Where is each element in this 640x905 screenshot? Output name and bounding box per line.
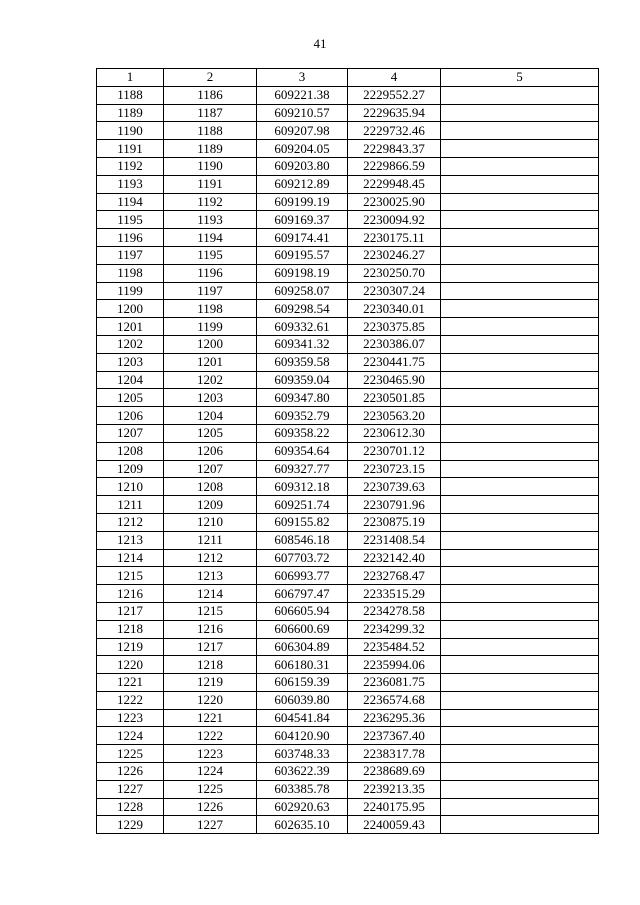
table-row xyxy=(97,246,599,264)
cell-note xyxy=(441,496,599,514)
cell-note xyxy=(441,478,599,496)
cell-coordinate-y: 2232768.47 xyxy=(348,567,441,585)
cell-point-number: 1193 xyxy=(97,175,164,193)
cell-note xyxy=(441,424,599,442)
cell-previous-point: 1188 xyxy=(164,122,257,140)
column-header-3: 3 xyxy=(257,69,348,87)
cell-previous-point: 1218 xyxy=(164,656,257,674)
table-row xyxy=(97,816,599,834)
cell-previous-point: 1199 xyxy=(164,318,257,336)
cell-coordinate-y: 2230094.92 xyxy=(348,211,441,229)
table-row xyxy=(97,691,599,709)
cell-point-number: 1192 xyxy=(97,157,164,175)
table-row xyxy=(97,478,599,496)
cell-coordinate-y: 2240175.95 xyxy=(348,798,441,816)
cell-coordinate-y: 2233515.29 xyxy=(348,585,441,603)
cell-coordinate-y: 2230441.75 xyxy=(348,353,441,371)
cell-coordinate-x: 609210.57 xyxy=(257,104,348,122)
cell-previous-point: 1225 xyxy=(164,780,257,798)
cell-note xyxy=(441,407,599,425)
cell-previous-point: 1221 xyxy=(164,709,257,727)
cell-coordinate-x: 609212.89 xyxy=(257,175,348,193)
cell-previous-point: 1211 xyxy=(164,531,257,549)
cell-previous-point: 1202 xyxy=(164,371,257,389)
table-row xyxy=(97,460,599,478)
cell-coordinate-y: 2231408.54 xyxy=(348,531,441,549)
cell-coordinate-y: 2230875.19 xyxy=(348,513,441,531)
cell-note xyxy=(441,318,599,336)
cell-coordinate-x: 606605.94 xyxy=(257,602,348,620)
cell-note xyxy=(441,691,599,709)
cell-coordinate-y: 2230739.63 xyxy=(348,478,441,496)
cell-coordinate-x: 609203.80 xyxy=(257,157,348,175)
cell-note xyxy=(441,442,599,460)
cell-previous-point: 1193 xyxy=(164,211,257,229)
cell-point-number: 1222 xyxy=(97,691,164,709)
cell-note xyxy=(441,727,599,745)
table-row xyxy=(97,264,599,282)
cell-point-number: 1198 xyxy=(97,264,164,282)
cell-coordinate-x: 609207.98 xyxy=(257,122,348,140)
cell-previous-point: 1189 xyxy=(164,140,257,158)
cell-coordinate-x: 603622.39 xyxy=(257,763,348,781)
cell-coordinate-y: 2229866.59 xyxy=(348,157,441,175)
table-header-row xyxy=(97,69,599,87)
cell-point-number: 1188 xyxy=(97,86,164,104)
cell-coordinate-y: 2230465.90 xyxy=(348,371,441,389)
cell-coordinate-x: 609174.41 xyxy=(257,229,348,247)
cell-point-number: 1229 xyxy=(97,816,164,834)
cell-point-number: 1203 xyxy=(97,353,164,371)
cell-coordinate-y: 2236574.68 xyxy=(348,691,441,709)
cell-note xyxy=(441,246,599,264)
cell-coordinate-x: 609347.80 xyxy=(257,389,348,407)
cell-point-number: 1209 xyxy=(97,460,164,478)
cell-previous-point: 1223 xyxy=(164,745,257,763)
cell-coordinate-y: 2230375.85 xyxy=(348,318,441,336)
cell-coordinate-x: 609221.38 xyxy=(257,86,348,104)
cell-coordinate-y: 2236081.75 xyxy=(348,674,441,692)
cell-point-number: 1213 xyxy=(97,531,164,549)
cell-point-number: 1200 xyxy=(97,300,164,318)
cell-note xyxy=(441,193,599,211)
cell-point-number: 1201 xyxy=(97,318,164,336)
cell-previous-point: 1226 xyxy=(164,798,257,816)
cell-note xyxy=(441,513,599,531)
table-row xyxy=(97,389,599,407)
cell-note xyxy=(441,585,599,603)
cell-coordinate-x: 609341.32 xyxy=(257,335,348,353)
cell-note xyxy=(441,211,599,229)
cell-point-number: 1194 xyxy=(97,193,164,211)
cell-coordinate-x: 603385.78 xyxy=(257,780,348,798)
cell-point-number: 1224 xyxy=(97,727,164,745)
cell-coordinate-y: 2229732.46 xyxy=(348,122,441,140)
cell-previous-point: 1217 xyxy=(164,638,257,656)
cell-point-number: 1202 xyxy=(97,335,164,353)
cell-note xyxy=(441,816,599,834)
cell-coordinate-x: 609199.19 xyxy=(257,193,348,211)
table-row xyxy=(97,175,599,193)
cell-point-number: 1214 xyxy=(97,549,164,567)
cell-coordinate-y: 2230246.27 xyxy=(348,246,441,264)
cell-point-number: 1223 xyxy=(97,709,164,727)
table-row xyxy=(97,229,599,247)
cell-previous-point: 1206 xyxy=(164,442,257,460)
cell-point-number: 1205 xyxy=(97,389,164,407)
cell-coordinate-y: 2230701.12 xyxy=(348,442,441,460)
cell-previous-point: 1220 xyxy=(164,691,257,709)
cell-point-number: 1227 xyxy=(97,780,164,798)
cell-point-number: 1196 xyxy=(97,229,164,247)
cell-previous-point: 1227 xyxy=(164,816,257,834)
cell-note xyxy=(441,745,599,763)
cell-point-number: 1221 xyxy=(97,674,164,692)
cell-point-number: 1226 xyxy=(97,763,164,781)
cell-previous-point: 1222 xyxy=(164,727,257,745)
table-row xyxy=(97,513,599,531)
table-row xyxy=(97,86,599,104)
cell-previous-point: 1224 xyxy=(164,763,257,781)
table-row xyxy=(97,674,599,692)
cell-note xyxy=(441,620,599,638)
cell-previous-point: 1186 xyxy=(164,86,257,104)
cell-coordinate-x: 604120.90 xyxy=(257,727,348,745)
cell-note xyxy=(441,86,599,104)
cell-coordinate-y: 2237367.40 xyxy=(348,727,441,745)
cell-point-number: 1212 xyxy=(97,513,164,531)
table-row xyxy=(97,567,599,585)
cell-coordinate-x: 609332.61 xyxy=(257,318,348,336)
table-row xyxy=(97,442,599,460)
cell-coordinate-x: 609358.22 xyxy=(257,424,348,442)
cell-coordinate-x: 609258.07 xyxy=(257,282,348,300)
cell-point-number: 1189 xyxy=(97,104,164,122)
cell-note xyxy=(441,460,599,478)
table-row xyxy=(97,585,599,603)
cell-previous-point: 1197 xyxy=(164,282,257,300)
table-row xyxy=(97,193,599,211)
table-row xyxy=(97,620,599,638)
cell-point-number: 1190 xyxy=(97,122,164,140)
table-row xyxy=(97,335,599,353)
cell-previous-point: 1196 xyxy=(164,264,257,282)
cell-coordinate-x: 609312.18 xyxy=(257,478,348,496)
cell-coordinate-y: 2234299.32 xyxy=(348,620,441,638)
cell-coordinate-y: 2230501.85 xyxy=(348,389,441,407)
cell-previous-point: 1214 xyxy=(164,585,257,603)
cell-previous-point: 1219 xyxy=(164,674,257,692)
cell-note xyxy=(441,104,599,122)
cell-note xyxy=(441,300,599,318)
table-row xyxy=(97,282,599,300)
cell-coordinate-y: 2239213.35 xyxy=(348,780,441,798)
cell-coordinate-y: 2229948.45 xyxy=(348,175,441,193)
cell-previous-point: 1191 xyxy=(164,175,257,193)
cell-note xyxy=(441,335,599,353)
cell-point-number: 1215 xyxy=(97,567,164,585)
cell-coordinate-x: 609204.05 xyxy=(257,140,348,158)
cell-coordinate-y: 2230612.30 xyxy=(348,424,441,442)
cell-note xyxy=(441,656,599,674)
cell-coordinate-y: 2230563.20 xyxy=(348,407,441,425)
cell-coordinate-x: 609359.58 xyxy=(257,353,348,371)
cell-previous-point: 1215 xyxy=(164,602,257,620)
cell-previous-point: 1195 xyxy=(164,246,257,264)
table-body xyxy=(97,86,599,833)
cell-previous-point: 1209 xyxy=(164,496,257,514)
cell-previous-point: 1198 xyxy=(164,300,257,318)
table-row xyxy=(97,549,599,567)
cell-point-number: 1204 xyxy=(97,371,164,389)
table-row xyxy=(97,371,599,389)
cell-coordinate-y: 2235994.06 xyxy=(348,656,441,674)
cell-point-number: 1195 xyxy=(97,211,164,229)
cell-point-number: 1220 xyxy=(97,656,164,674)
cell-coordinate-y: 2230340.01 xyxy=(348,300,441,318)
cell-coordinate-y: 2230386.07 xyxy=(348,335,441,353)
cell-coordinate-y: 2234278.58 xyxy=(348,602,441,620)
column-header-5: 5 xyxy=(441,69,599,87)
table-row xyxy=(97,638,599,656)
cell-point-number: 1197 xyxy=(97,246,164,264)
table-row xyxy=(97,300,599,318)
cell-coordinate-y: 2229843.37 xyxy=(348,140,441,158)
cell-note xyxy=(441,549,599,567)
cell-previous-point: 1190 xyxy=(164,157,257,175)
cell-note xyxy=(441,175,599,193)
cell-note xyxy=(441,674,599,692)
cell-coordinate-y: 2240059.43 xyxy=(348,816,441,834)
cell-note xyxy=(441,122,599,140)
cell-note xyxy=(441,763,599,781)
cell-point-number: 1217 xyxy=(97,602,164,620)
cell-note xyxy=(441,638,599,656)
cell-note xyxy=(441,157,599,175)
cell-previous-point: 1205 xyxy=(164,424,257,442)
cell-coordinate-x: 606159.39 xyxy=(257,674,348,692)
table-row xyxy=(97,709,599,727)
table-row xyxy=(97,727,599,745)
cell-previous-point: 1212 xyxy=(164,549,257,567)
table-row xyxy=(97,157,599,175)
cell-point-number: 1218 xyxy=(97,620,164,638)
cell-coordinate-y: 2236295.36 xyxy=(348,709,441,727)
cell-note xyxy=(441,264,599,282)
cell-coordinate-y: 2238317.78 xyxy=(348,745,441,763)
cell-note xyxy=(441,371,599,389)
cell-previous-point: 1204 xyxy=(164,407,257,425)
table-row xyxy=(97,656,599,674)
cell-note xyxy=(441,602,599,620)
cell-note xyxy=(441,140,599,158)
cell-previous-point: 1210 xyxy=(164,513,257,531)
cell-point-number: 1207 xyxy=(97,424,164,442)
cell-coordinate-y: 2235484.52 xyxy=(348,638,441,656)
cell-note xyxy=(441,229,599,247)
cell-coordinate-y: 2230723.15 xyxy=(348,460,441,478)
cell-point-number: 1219 xyxy=(97,638,164,656)
cell-previous-point: 1200 xyxy=(164,335,257,353)
cell-coordinate-x: 609298.54 xyxy=(257,300,348,318)
cell-coordinate-x: 607703.72 xyxy=(257,549,348,567)
cell-coordinate-x: 609155.82 xyxy=(257,513,348,531)
cell-previous-point: 1207 xyxy=(164,460,257,478)
cell-coordinate-x: 609198.19 xyxy=(257,264,348,282)
cell-note xyxy=(441,389,599,407)
column-header-2: 2 xyxy=(164,69,257,87)
column-header-4: 4 xyxy=(348,69,441,87)
cell-previous-point: 1201 xyxy=(164,353,257,371)
cell-coordinate-y: 2230791.96 xyxy=(348,496,441,514)
cell-point-number: 1206 xyxy=(97,407,164,425)
cell-point-number: 1191 xyxy=(97,140,164,158)
cell-note xyxy=(441,353,599,371)
cell-previous-point: 1192 xyxy=(164,193,257,211)
cell-coordinate-x: 606797.47 xyxy=(257,585,348,603)
cell-coordinate-x: 609327.77 xyxy=(257,460,348,478)
table-row xyxy=(97,122,599,140)
cell-coordinate-x: 602920.63 xyxy=(257,798,348,816)
cell-coordinate-x: 609195.57 xyxy=(257,246,348,264)
cell-previous-point: 1194 xyxy=(164,229,257,247)
cell-point-number: 1208 xyxy=(97,442,164,460)
cell-point-number: 1228 xyxy=(97,798,164,816)
cell-coordinate-x: 606600.69 xyxy=(257,620,348,638)
column-header-1: 1 xyxy=(97,69,164,87)
cell-coordinate-y: 2232142.40 xyxy=(348,549,441,567)
cell-note xyxy=(441,282,599,300)
cell-coordinate-y: 2229635.94 xyxy=(348,104,441,122)
cell-coordinate-x: 603748.33 xyxy=(257,745,348,763)
table-row xyxy=(97,104,599,122)
table-row xyxy=(97,424,599,442)
cell-coordinate-x: 608546.18 xyxy=(257,531,348,549)
cell-note xyxy=(441,531,599,549)
cell-note xyxy=(441,798,599,816)
cell-note xyxy=(441,567,599,585)
cell-point-number: 1199 xyxy=(97,282,164,300)
cell-previous-point: 1213 xyxy=(164,567,257,585)
cell-previous-point: 1216 xyxy=(164,620,257,638)
table-row xyxy=(97,140,599,158)
cell-coordinate-x: 609359.04 xyxy=(257,371,348,389)
cell-coordinate-y: 2238689.69 xyxy=(348,763,441,781)
cell-coordinate-x: 609169.37 xyxy=(257,211,348,229)
cell-point-number: 1225 xyxy=(97,745,164,763)
table-row xyxy=(97,318,599,336)
cell-coordinate-x: 606180.31 xyxy=(257,656,348,674)
cell-previous-point: 1203 xyxy=(164,389,257,407)
cell-point-number: 1216 xyxy=(97,585,164,603)
cell-point-number: 1211 xyxy=(97,496,164,514)
table-row xyxy=(97,602,599,620)
page-number: 41 xyxy=(313,36,327,51)
cell-note xyxy=(441,780,599,798)
table-row xyxy=(97,763,599,781)
cell-coordinate-x: 602635.10 xyxy=(257,816,348,834)
cell-coordinate-y: 2230250.70 xyxy=(348,264,441,282)
cell-note xyxy=(441,709,599,727)
coordinates-table xyxy=(96,68,599,834)
cell-previous-point: 1208 xyxy=(164,478,257,496)
cell-coordinate-y: 2230025.90 xyxy=(348,193,441,211)
cell-coordinate-x: 609354.64 xyxy=(257,442,348,460)
table-row xyxy=(97,798,599,816)
cell-coordinate-x: 609352.79 xyxy=(257,407,348,425)
cell-coordinate-x: 606993.77 xyxy=(257,567,348,585)
cell-coordinate-x: 609251.74 xyxy=(257,496,348,514)
cell-coordinate-y: 2230307.24 xyxy=(348,282,441,300)
cell-coordinate-x: 606304.89 xyxy=(257,638,348,656)
cell-coordinate-x: 604541.84 xyxy=(257,709,348,727)
cell-coordinate-y: 2229552.27 xyxy=(348,86,441,104)
table-row xyxy=(97,211,599,229)
table-row xyxy=(97,780,599,798)
cell-point-number: 1210 xyxy=(97,478,164,496)
cell-previous-point: 1187 xyxy=(164,104,257,122)
table-row xyxy=(97,496,599,514)
table-row xyxy=(97,531,599,549)
cell-coordinate-y: 2230175.11 xyxy=(348,229,441,247)
table-row xyxy=(97,407,599,425)
cell-coordinate-x: 606039.80 xyxy=(257,691,348,709)
table-row xyxy=(97,353,599,371)
table-row xyxy=(97,745,599,763)
